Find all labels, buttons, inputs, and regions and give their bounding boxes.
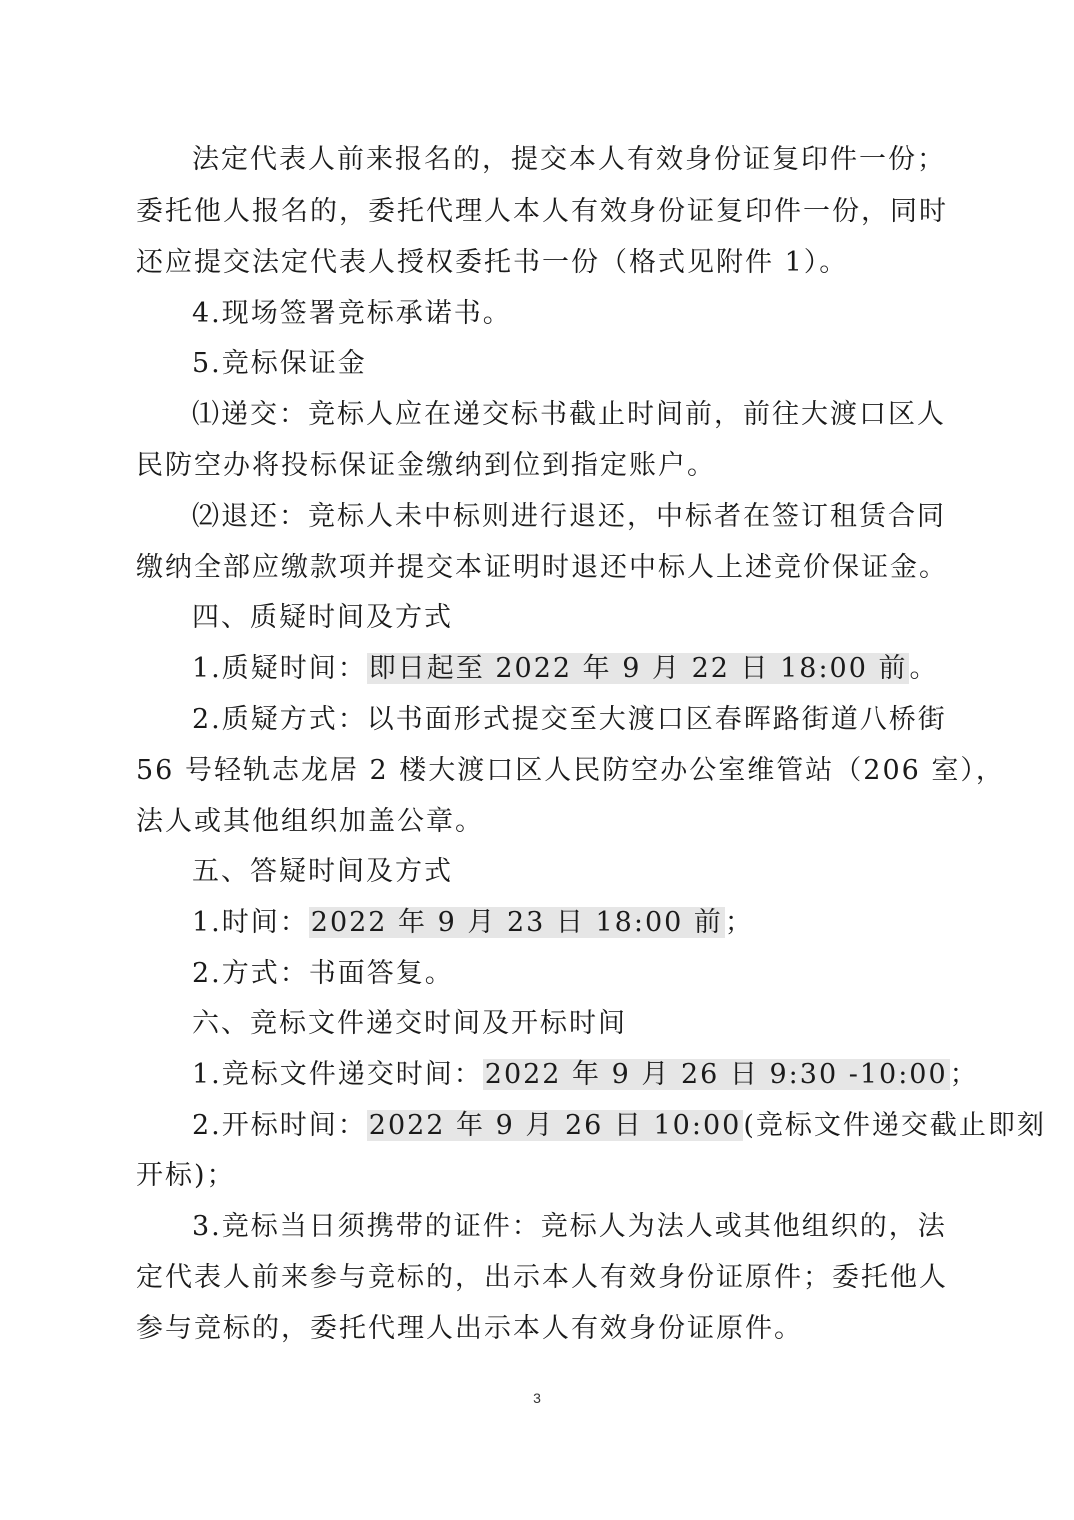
paragraph-line: 法人或其他组织加盖公章。 (136, 806, 484, 837)
list-item: 4.现场签署竞标承诺书。 (192, 298, 512, 329)
paragraph-line: 2.质疑方式：以书面形式提交至大渡口区春晖路街道八桥街 (192, 704, 947, 735)
answer-time-line (192, 903, 940, 943)
section-heading: 四、质疑时间及方式 (192, 602, 453, 633)
answer-time-suffix: ； (724, 907, 754, 938)
submit-time-suffix: ； (949, 1059, 979, 1090)
query-time-value: 即日起至 2022 年 9 月 22 日 18:00 前 (368, 653, 908, 684)
paragraph-line: ⑴递交：竞标人应在递交标书截止时间前，前往大渡口区人 (192, 399, 946, 430)
paragraph-line: 56 号轻轨志龙居 2 楼大渡口区人民防空办公室维管站（206 室）， (136, 755, 1005, 786)
paragraph-line: 委托他人报名的，委托代理人本人有效身份证复印件一份，同时 (136, 196, 948, 227)
query-time-line (192, 649, 940, 689)
paragraph-line: 还应提交法定代表人授权委托书一份（格式见附件 1）。 (136, 247, 849, 278)
paragraph-line: 3.竞标当日须携带的证件：竞标人为法人或其他组织的，法 (192, 1211, 947, 1242)
query-time-suffix: 。 (909, 653, 939, 684)
list-item: 5.竞标保证金 (192, 348, 367, 379)
open-time-value: 2022 年 9 月 26 日 10:00 (368, 1110, 742, 1141)
section-heading: 五、答疑时间及方式 (192, 856, 453, 887)
paragraph-line: ⑵退还：竞标人未中标则进行退还，中标者在签订租赁合同 (192, 501, 946, 532)
paragraph-line: 定代表人前来参与竞标的，出示本人有效身份证原件；委托他人 (136, 1262, 948, 1293)
page-number: 3 (533, 1390, 541, 1406)
list-item: 2.方式：书面答复。 (192, 958, 454, 989)
submit-time-line (192, 1055, 979, 1095)
open-time-label: 2.开标时间： (192, 1110, 367, 1141)
section-heading: 六、竞标文件递交时间及开标时间 (192, 1008, 627, 1039)
paragraph-line: 民防空办将投标保证金缴纳到位到指定账户。 (136, 450, 716, 481)
submit-time-value: 2022 年 9 月 26 日 9:30 -10:00 (484, 1059, 948, 1090)
query-time-label: 1.质疑时间： (192, 653, 367, 684)
answer-time-value: 2022 年 9 月 23 日 18:00 前 (310, 907, 723, 938)
paragraph-line: 缴纳全部应缴款项并提交本证明时退还中标人上述竞价保证金。 (136, 552, 948, 583)
open-time-line (192, 1106, 1046, 1146)
paragraph-line: 法定代表人前来报名的，提交本人有效身份证复印件一份； (192, 144, 946, 175)
answer-time-label: 1.时间： (192, 907, 309, 938)
open-time-suffix: (竞标文件递交截止即刻 (743, 1110, 1046, 1141)
submit-time-label: 1.竞标文件递交时间： (192, 1059, 483, 1090)
paragraph-line: 开标)； (136, 1160, 236, 1191)
paragraph-line: 参与竞标的，委托代理人出示本人有效身份证原件。 (136, 1313, 803, 1344)
